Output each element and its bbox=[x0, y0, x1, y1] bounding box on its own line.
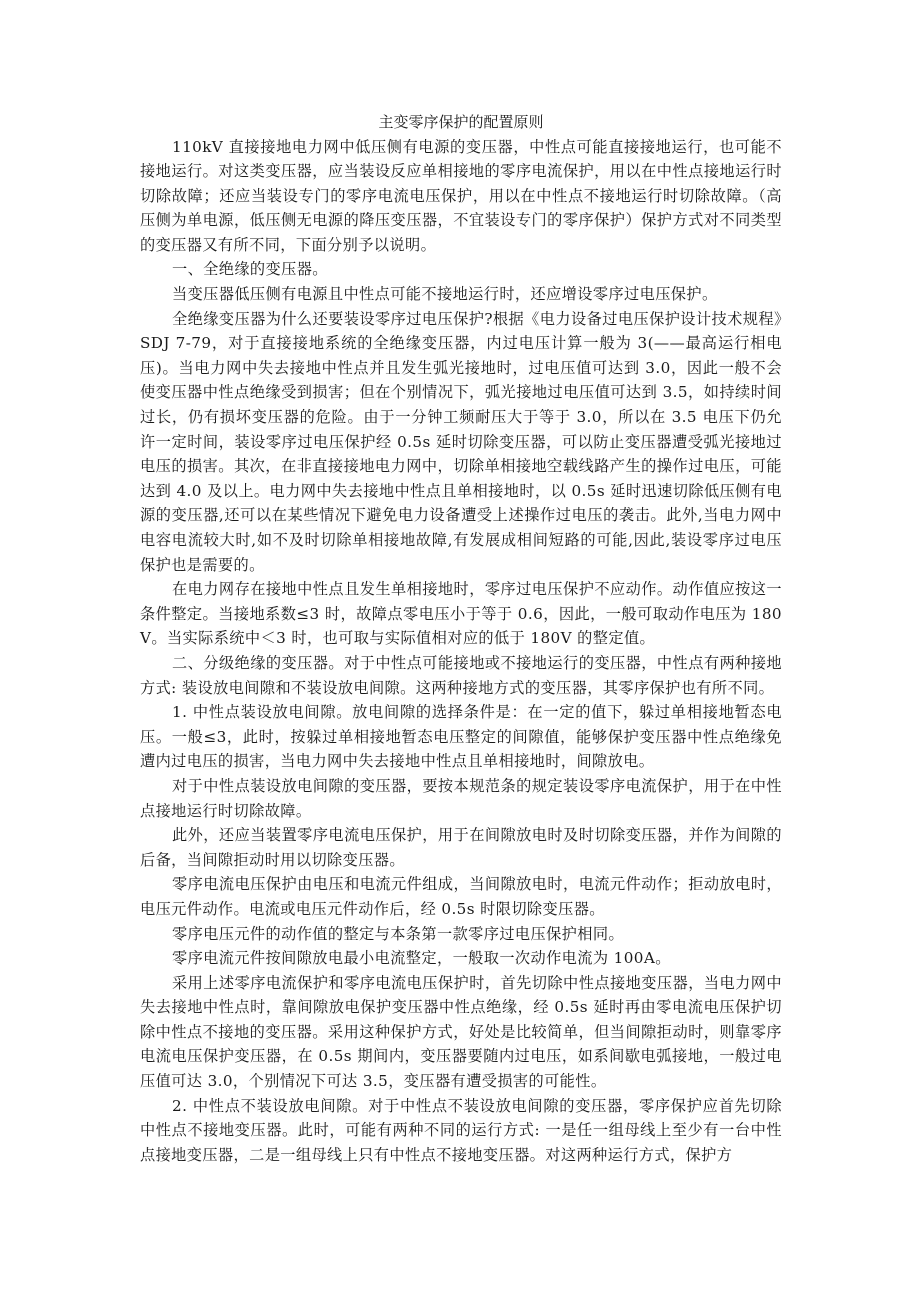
paragraph-item-1: 1. 中性点装设放电间隙。放电间隙的选择条件是：在一定的值下，躲过单相接地暂态电压。一般≤3，此时，按躲过单相接地暂态电压整定的间隙值，能够保护变压器中性点绝缘免遭内过电压的损害，当电力网中失去接地中性点且单相接地时，间隙放电。 bbox=[140, 703, 782, 771]
paragraph: 全绝缘变压器为什么还要装设零序过电压保护?根据《电力设备过电压保护设计技术规程》SDJ 7-79，对于直接接地系统的全绝缘变压器，内过电压计算一般为 3(——最高运行相电压)。当电力网中失去接地中性点并且发生弧光接地时，过电压值可达到 3.0，因此一般不会使变压器中性点绝缘受到损害；但在个别情况下，弧光接地过电压值可达到 3.5，如持续时间过长，仍有损坏变压器的危险。由于一分钟工频耐压大于等于 3.0，所以在 3.5 电压下仍允许一定时间，装设零序过电压保护经 0.5s 延时切除变压器，可以防止变压器遭受弧光接地过电压的损害。其次，在非直接接地电力网中，切除单相接地空载线路产生的操作过电压，可能达到 4.0 及以上。电力网中失去接地中性点且单相接地时，以 0.5s 延时迅速切除低压侧有电源的变压器,还可以在某些情况下避免电力设备遭受上述操作过电压的袭击。此外,当电力网中电容电流较大时,如不及时切除单相接地故障,有发展成相间短路的可能,因此,装设零序过电压保护也是需要的。 bbox=[140, 309, 782, 574]
paragraph-item-2: 2. 中性点不装设放电间隙。对于中性点不装设放电间隙的变压器，零序保护应首先切除中性点不接地变压器。此时，可能有两种不同的运行方式: 一是任一组母线上至少有一台中性点接地变压器，二是一组母线上只有中性点不接地变压器。对这两种运行方式，保护方 bbox=[140, 1096, 782, 1164]
paragraph: 此外，还应当装置零序电流电压保护，用于在间隙放电时及时切除变压器，并作为间隙的后备，当间隙拒动时用以切除变压器。 bbox=[140, 826, 782, 869]
paragraph: 对于中性点装设放电间隙的变压器，要按本规范条的规定装设零序电流保护，用于在中性点接地运行时切除故障。 bbox=[140, 776, 782, 820]
section-heading-full-insulation: 一、全绝缘的变压器。 bbox=[172, 260, 328, 279]
paragraph: 当变压器低压侧有电源且中性点可能不接地运行时，还应增设零序过电压保护。 bbox=[172, 285, 718, 304]
document-page bbox=[140, 110, 782, 1167]
paragraph: 零序电流元件按间隙放电最小电流整定，一般取一次动作电流为 100A。 bbox=[172, 949, 671, 968]
paragraph: 采用上述零序电流保护和零序电流电压保护时，首先切除中性点接地变压器，当电力网中失去接地中性点时，靠间隙放电保护变压器中性点绝缘，经 0.5s 延时再由零电流电压保护切除中性点不接地的变压器。采用这种保护方式，好处是比较简单，但当间隙拒动时，则靠零序电流电压保护变压器，在 0.5s 期间内，变压器要随内过电压，如系间歇电弧接地，一般过电压值可达 3.0，个别情况下可达 3.5，变压器有遭受损害的可能性。 bbox=[140, 973, 782, 1091]
paragraph-intro: 110kV 直接接地电力网中低压侧有电源的变压器，中性点可能直接接地运行，也可能不接地运行。对这类变压器，应当装设反应单相接地的零序电流保护，用以在中性点接地运行时切除故障；还应当装设专门的零序电流电压保护，用以在中性点不接地运行时切除故障。（高压侧为单电源，低压侧无电源的降压变压器，不宜装设专门的零序保护）保护方式对不同类型的变压器又有所不同，下面分别予以说明。 bbox=[140, 137, 782, 254]
paragraph: 在电力网存在接地中性点且发生单相接地时，零序过电压保护不应动作。动作值应按这一条件整定。当接地系数≤3 时，故障点零电压小于等于 0.6，因此，一般可取动作电压为 180V。当实际系统中＜3 时，也可取与实际值相对应的低于 180V 的整定值。 bbox=[140, 580, 782, 648]
section-heading-graded-insulation: 二、分级绝缘的变压器。对于中性点可能接地或不接地运行的变压器，中性点有两种接地方式: 装设放电间隙和不装设放电间隙。这两种接地方式的变压器，其零序保护也有所不同。 bbox=[140, 653, 782, 697]
paragraph: 零序电流电压保护由电压和电流元件组成，当间隙放电时，电流元件动作；拒动放电时，电压元件动作。电流或电压元件动作后，经 0.5s 时限切除变压器。 bbox=[140, 875, 782, 918]
document-title: 主变零序保护的配置原则 bbox=[378, 113, 544, 131]
paragraph: 零序电压元件的动作值的整定与本条第一款零序过电压保护相同。 bbox=[172, 924, 625, 943]
